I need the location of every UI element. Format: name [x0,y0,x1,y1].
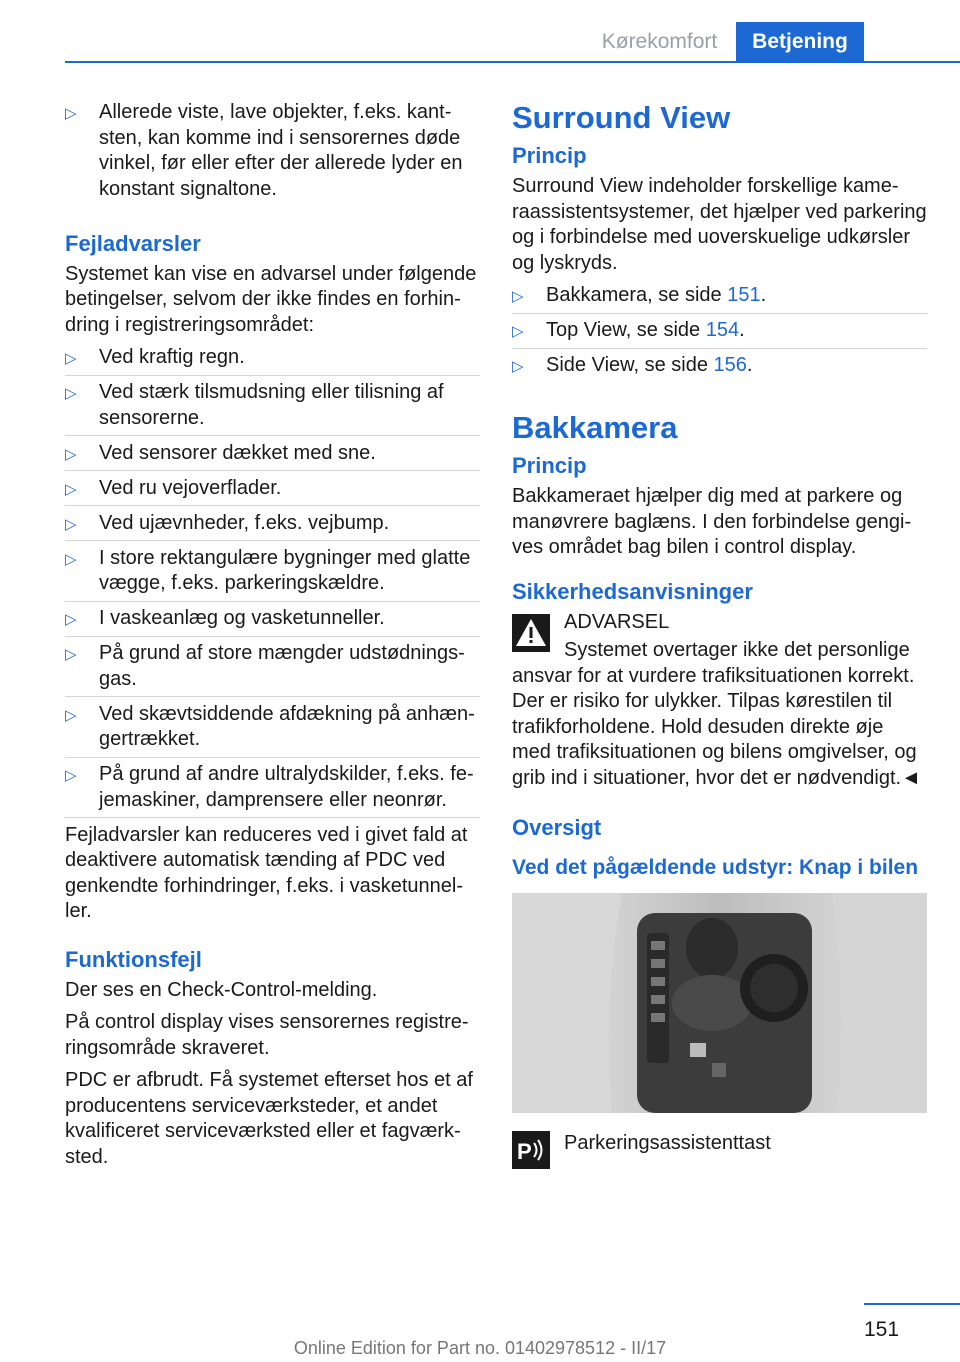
left-column [65,100,480,1177]
fejladvarsler-text: Systemet kan vise en advarsel under følgende betingelser, selvom der ikke findes en forhindring i registreringsområdet: [65,262,477,336]
center-console-photo [512,893,927,1113]
surround-view-princip-heading: Princip [512,143,587,168]
triangle-bullet-icon [65,346,77,372]
list-item: ▷ Ved sensorer dækket med sne. [65,441,480,467]
triangle-bullet-icon [65,703,77,729]
header-section: Kørekomfort [601,30,718,53]
list-item: ▷ Ved skævtsiddende afdækning på anhængertrækket. [65,702,480,753]
triangle-bullet-icon [65,607,77,633]
parking-assistant-row [512,1131,927,1171]
list-item: ▷ Ved stærk tilsmudsning eller tilisning af sensorerne. [65,380,480,431]
list-item: ▷ Allerede viste, lave objekter, f.eks. kantsten, kan komme ind i sensorernes døde vinkel, før eller efter der allerede lyder en konstant signaltone. [65,100,480,202]
warning-title: ADVARSEL [564,610,670,633]
list-item: ▷ Ved ru vejoverflader. [65,476,480,502]
warning-triangle-icon [512,614,550,652]
udstyr-heading: Ved det pågældende udstyr: Knap i bilen [512,856,919,879]
list-item: ▷ I store rektangulære bygninger med glatte vægge, f.eks. parkeringskældre. [65,546,480,597]
parking-assistant-label: Parkeringsassistenttast [564,1132,771,1154]
triangle-bullet-icon [65,477,77,503]
fejladvarsler-heading: Fejladvarsler [65,230,201,256]
triangle-bullet-icon [65,512,77,538]
page-link[interactable]: 151 [727,284,761,306]
funktionsfejl-p1: Der ses en Check-Control-melding. [65,978,378,1001]
svg-text:P: P [517,1139,532,1164]
surround-view-title: Surround View [512,100,731,135]
triangle-bullet-icon [512,319,524,345]
funktionsfejl-heading: Funktionsfejl [65,946,202,972]
header-rule [65,61,960,63]
list-item: ▷ Side View, se side 156. [512,353,927,379]
page-link[interactable]: 154 [705,319,740,341]
triangle-bullet-icon [512,354,524,380]
page-number: 151 [864,1318,900,1341]
triangle-bullet-icon [512,284,524,310]
bakkamera-princip-heading: Princip [512,453,587,478]
bakkamera-text: Bakkameraet hjælper dig med at parkere og manøvrere baglæns. I den forbindelse gengives området bag bilen i control display. [512,485,912,558]
page-link[interactable]: 156 [713,354,747,376]
triangle-bullet-icon [65,763,77,789]
funktionsfejl-p3: PDC er afbrudt. Få systemet efterset hos et af producentens serviceværksteder, et andet kvalificeret serviceværksted eller et fagværksted. [65,1069,473,1168]
list-item: ▷ Bakkamera, se side 151. [512,283,927,309]
right-column [512,100,927,1171]
triangle-bullet-icon [65,642,77,668]
surround-view-list [512,283,927,379]
fejladvarsler-after-text: Fejladvarsler kan reduceres ved i givet fald at deaktivere automatisk tænding af PDC ved genkendte forhindringer, f.eks. i vasketunneller. [65,823,468,922]
triangle-bullet-icon [65,547,77,573]
fejladvarsler-list [65,345,480,813]
page-number-rule [864,1303,960,1305]
bakkamera-title: Bakkamera [512,410,678,445]
list-item: ▷ I vaskeanlæg og vasketunneller. [65,606,480,632]
sikkerhed-heading: Sikkerhedsanvisninger [512,578,753,604]
warning-block [512,610,927,636]
funktionsfejl-p2: På control display vises sensorernes registreringsområde skraveret. [65,1011,469,1059]
list-item: ▷ Ved kraftig regn. [65,345,480,371]
oversigt-heading: Oversigt [512,815,602,840]
header-active-chapter: Betjening [736,22,864,62]
footer-edition: Online Edition for Part no. 01402978512 - II/17 [293,1338,667,1358]
list-item: ▷ Top View, se side 154. [512,318,927,344]
triangle-bullet-icon [65,101,77,127]
list-item: ▷ På grund af andre ultralydskilder, f.eks. fejemaskiner, damprensere eller neonrør. [65,762,480,813]
triangle-bullet-icon [65,381,77,407]
warning-text: Systemet overtager ikke det personlige ansvar for at vurdere trafiksituationen korrekt. Der er risiko for ulykker. Tilpas kørestilen til trafikforholdene. Hold desuden direkte øje med trafiksituationen og bilens omgivelser, og grib ind i situationer, hvor det er nødvendigt.◄ [512,639,921,789]
parking-assistant-icon [512,1131,550,1169]
triangle-bullet-icon [65,442,77,468]
page-header [0,22,960,62]
list-item: ▷ På grund af store mængder udstødningsgas. [65,641,480,692]
surround-view-text: Surround View indeholder forskellige kameraassistentsystemer, det hjælper ved parkering og i forbindelse med uoverskuelige udkørsler og lyskryds. [512,175,927,274]
list-item: ▷ Ved ujævnheder, f.eks. vejbump. [65,511,480,537]
intro-list [65,100,480,202]
